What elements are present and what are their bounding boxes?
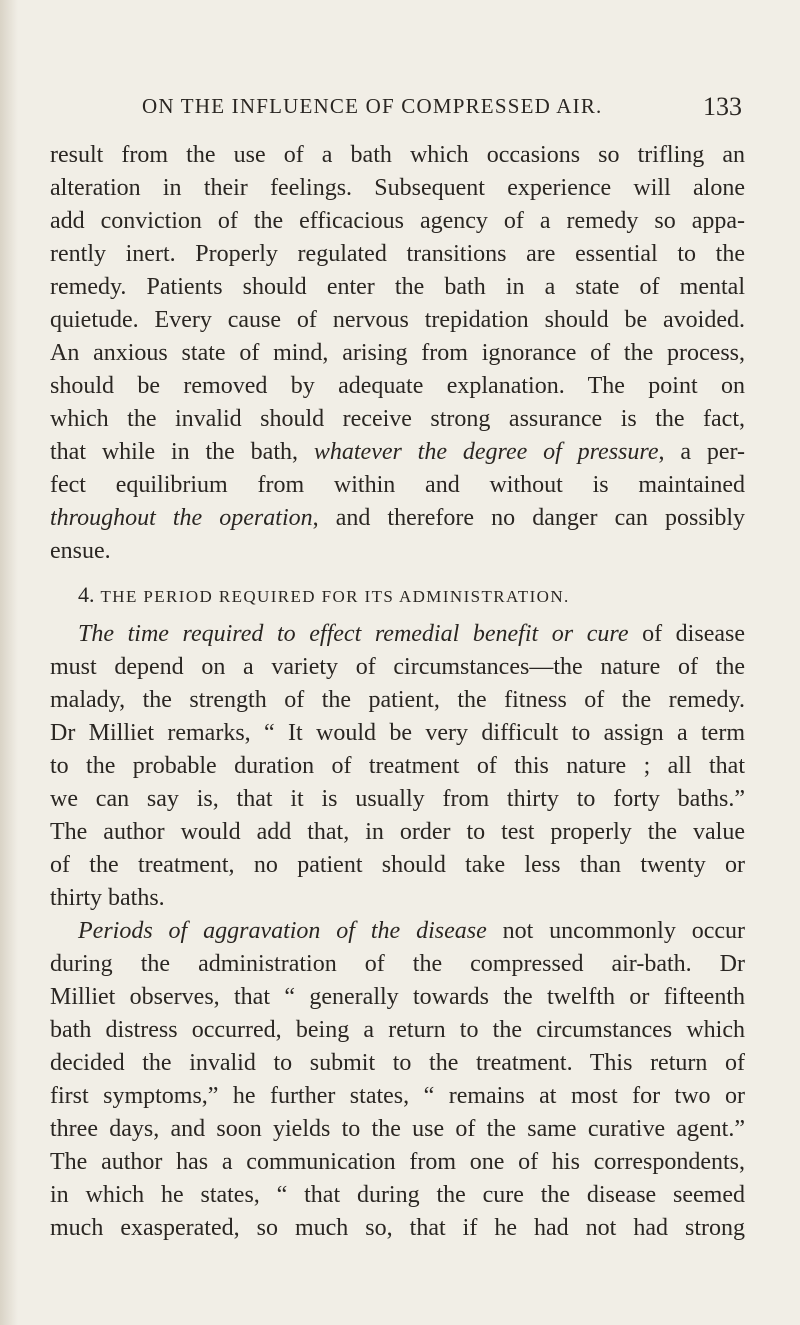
text-line: rently inert. Properly regulated transitions are essential to the bbox=[50, 241, 745, 267]
text-run: that while in the bath, bbox=[50, 439, 314, 465]
text-line: An anxious state of mind, arising from ignorance of the process, bbox=[50, 340, 745, 366]
text-line: decided the invalid to submit to the treatment. This return of bbox=[50, 1050, 745, 1076]
text-run: not uncommonly occur bbox=[486, 918, 746, 944]
text-line bbox=[50, 618, 745, 651]
section-number: 4. bbox=[78, 582, 95, 607]
italic-run: whatever the degree of pressure bbox=[313, 439, 659, 465]
text-line: result from the use of a bath which occasions so trifling an bbox=[50, 142, 745, 168]
text-line: The author would add that, in order to test properly the value bbox=[50, 819, 745, 845]
text-line: must depend on a variety of circumstances—the nature of the bbox=[50, 654, 745, 680]
text-line: much exasperated, so much so, that if he had not had strong bbox=[50, 1215, 745, 1241]
text-line: which the invalid should receive strong assurance is the fact, bbox=[50, 406, 745, 432]
text-line: we can say is, that it is usually from thirty to forty baths.” bbox=[50, 786, 745, 812]
text-line: should be removed by adequate explanation. The point on bbox=[50, 373, 745, 399]
text-line bbox=[50, 436, 745, 469]
text-line: alteration in their feelings. Subsequent experience will alone bbox=[50, 175, 745, 201]
text-line bbox=[50, 502, 745, 535]
italic-run: Periods of aggravation of the disease bbox=[78, 918, 487, 944]
text-line: bath distress occurred, being a return to the circumstances which bbox=[50, 1017, 745, 1043]
text-line: The author has a communication from one of his correspondents, bbox=[50, 1149, 745, 1175]
text-line: Milliet observes, that “ generally towards the twelfth or fifteenth bbox=[50, 984, 745, 1010]
section-title: THE PERIOD REQUIRED FOR ITS ADMINISTRATION. bbox=[100, 587, 570, 606]
text-line: ensue. bbox=[50, 538, 111, 564]
text-line: fect equilibrium from within and without is maintained bbox=[50, 472, 745, 498]
text-line: of the treatment, no patient should take less than twenty or bbox=[50, 852, 745, 878]
text-line: to the probable duration of treatment of this nature ; all that bbox=[50, 753, 745, 779]
text-line: in which he states, “ that during the cure the disease seemed bbox=[50, 1182, 745, 1208]
paragraph-2 bbox=[50, 618, 745, 915]
text-line: three days, and soon yields to the use of the same curative agent.” bbox=[50, 1116, 745, 1142]
text-run: , a per- bbox=[658, 439, 746, 465]
running-head bbox=[142, 92, 742, 132]
text-line bbox=[50, 915, 745, 948]
paragraph-3 bbox=[50, 915, 745, 1245]
text-line: Dr Milliet remarks, “ It would be very difficult to assign a term bbox=[50, 720, 745, 746]
text-line: remedy. Patients should enter the bath in a state of mental bbox=[50, 274, 745, 300]
text-line: quietude. Every cause of nervous trepidation should be avoided. bbox=[50, 307, 745, 333]
text-run: of disease bbox=[628, 621, 745, 647]
text-line: thirty baths. bbox=[50, 885, 165, 911]
running-title: ON THE INFLUENCE OF COMPRESSED AIR. bbox=[142, 94, 603, 118]
text-line: first symptoms,” he further states, “ remains at most for two or bbox=[50, 1083, 745, 1109]
italic-run: The time required to effect remedial benefit or cure bbox=[78, 621, 629, 647]
section-heading bbox=[50, 580, 745, 610]
text-line: during the administration of the compressed air-bath. Dr bbox=[50, 951, 745, 977]
text-line: malady, the strength of the patient, the fitness of the remedy. bbox=[50, 687, 745, 713]
body-text bbox=[50, 139, 745, 1245]
italic-run: throughout the operation bbox=[50, 505, 313, 531]
page-number: 133 bbox=[703, 92, 742, 121]
paragraph-1 bbox=[50, 139, 745, 568]
text-run: , and therefore no danger can possibly bbox=[312, 505, 745, 531]
text-line: add conviction of the efficacious agency of a remedy so appa- bbox=[50, 208, 745, 234]
